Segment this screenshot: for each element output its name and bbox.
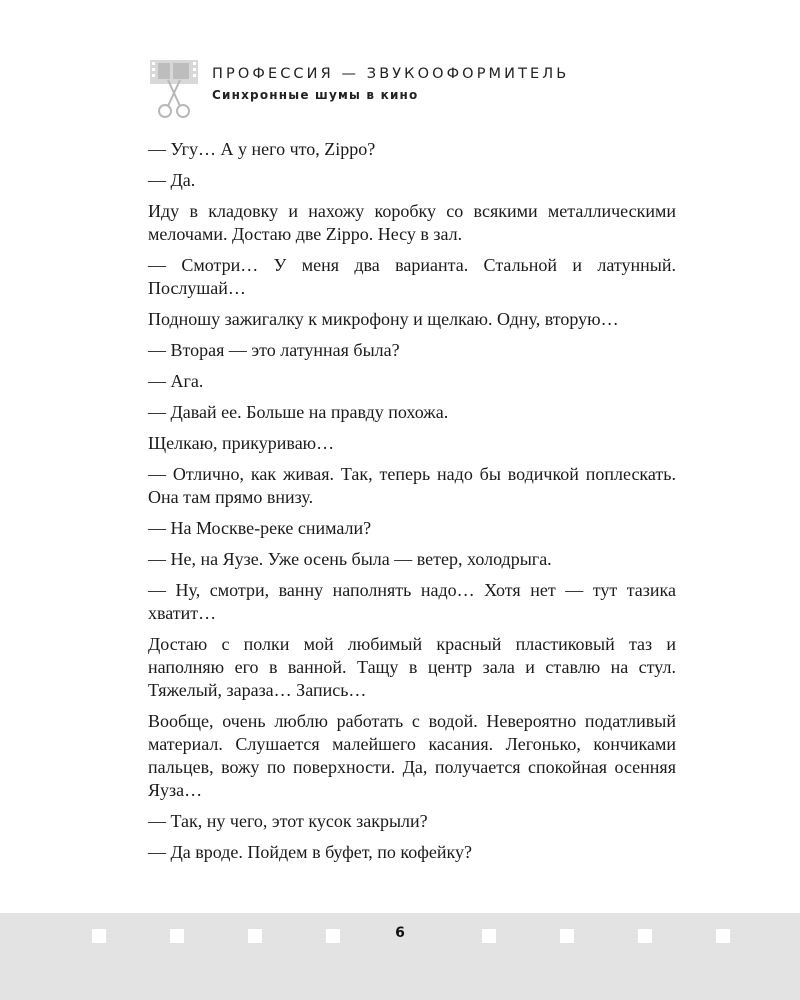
paragraph: — Не, на Яузе. Уже осень была — ветер, холодрыга.	[148, 549, 552, 569]
paragraph: Подношу зажигалку к микрофону и щелкаю. Одну, вторую…	[148, 309, 619, 329]
paragraph: — На Москве-реке снимали?	[148, 518, 372, 538]
film-perforation	[170, 929, 184, 943]
film-perforation	[560, 929, 574, 943]
paragraph: — Вторая — это латунная была?	[148, 340, 400, 360]
film-perforation	[638, 929, 652, 943]
header-subtitle: Синхронные шумы в кино	[212, 88, 419, 102]
page-number: 6	[395, 925, 405, 941]
paragraph: Достаю с полки мой любимый красный пластиковый таз и наполняю его в ванной. Тащу в центр зала и ставлю на стул. Тяжелый, зараза… Запись…	[148, 634, 676, 700]
paragraph: — Ага.	[148, 371, 204, 391]
paragraph: Вообще, очень люблю работать с водой. Невероятно податливый материал. Слушается малейшего касания. Легонько, кончиками пальцев, вожу по поверхности. Да, получается спокойная осенняя Яуза…	[148, 711, 676, 800]
film-perforation	[326, 929, 340, 943]
paragraph: — Да вроде. Пойдем в буфет, по кофейку?	[148, 842, 472, 862]
paragraph: Щелкаю, прикуриваю…	[148, 433, 335, 453]
paragraph: Иду в кладовку и нахожу коробку со всякими металлическими мелочами. Достаю две Zippo. Несу в зал.	[148, 201, 676, 244]
paragraph: — Давай ее. Больше на правду похожа.	[148, 402, 449, 422]
paragraph: — Отлично, как живая. Так, теперь надо бы водичкой поплескать. Она там прямо внизу.	[148, 464, 676, 507]
page-footer	[0, 913, 800, 1000]
header-title: ПРОФЕССИЯ — ЗВУКООФОРМИТЕЛЬ	[212, 66, 570, 82]
body-text	[148, 138, 676, 872]
paragraph: — Ну, смотри, ванну наполнять надо… Хотя нет — тут тазика хватит…	[148, 580, 676, 623]
paragraph: — Смотри… У меня два варианта. Стальной и латунный. Послушай…	[148, 255, 676, 298]
film-strip-scissors-icon	[146, 58, 202, 122]
paragraph: — Угу… А у него что, Zippo?	[148, 139, 376, 159]
film-perforation	[716, 929, 730, 943]
paragraph: — Так, ну чего, этот кусок закрыли?	[148, 811, 428, 831]
film-perforation	[92, 929, 106, 943]
paragraph: — Да.	[148, 170, 196, 190]
film-perforation	[248, 929, 262, 943]
running-header	[146, 58, 706, 128]
film-perforation	[482, 929, 496, 943]
